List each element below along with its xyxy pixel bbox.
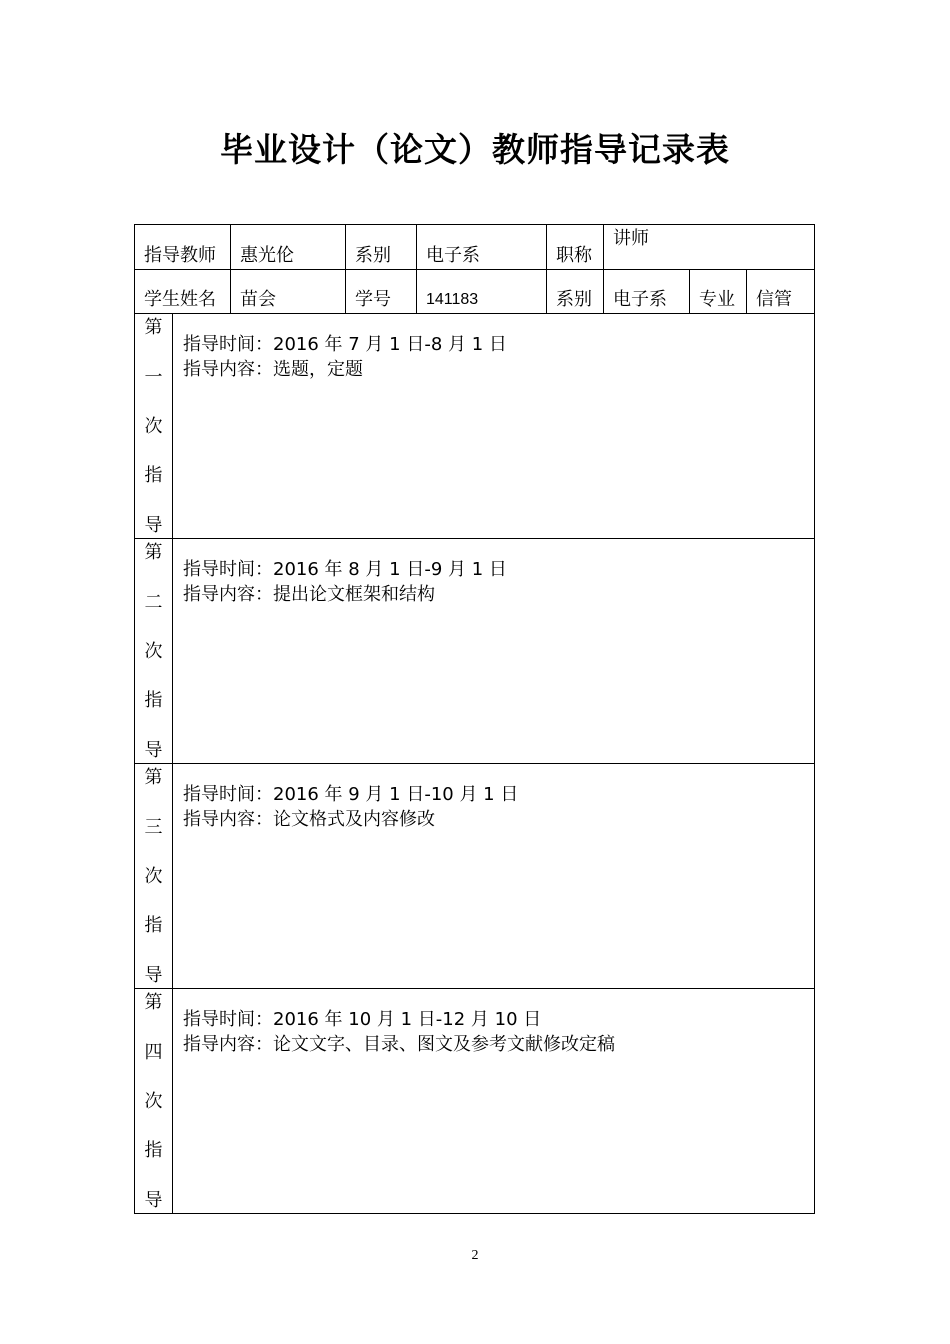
guidance-time: 指导时间：2016 年 8 月 1 日-9 月 1 日	[183, 559, 507, 580]
session-label-cell	[134, 313, 173, 539]
major-value-cell	[746, 269, 815, 314]
dept-label: 系别	[355, 245, 391, 266]
guidance-content: 指导内容：论文格式及内容修改	[183, 809, 435, 830]
session-notes	[183, 332, 507, 382]
session-label-char: 四	[144, 1042, 163, 1063]
major-value: 信管	[756, 289, 792, 310]
session-notes	[183, 557, 507, 607]
major-label: 专业	[699, 289, 735, 310]
guidance-time: 指导时间：2016 年 10 月 1 日-12 月 10 日	[183, 1009, 542, 1030]
student-dept-value: 电子系	[613, 289, 667, 310]
session-label-char: 次	[144, 416, 163, 437]
session-label-char: 指	[144, 1140, 163, 1161]
session-label-char: 指	[144, 465, 163, 486]
session-label-char: 二	[144, 592, 163, 613]
student-label-cell	[134, 269, 231, 314]
student-id-label: 学号	[355, 289, 391, 310]
guidance-content: 指导内容：论文文字、目录、图文及参考文献修改定稿	[183, 1034, 615, 1055]
dept-value: 电子系	[426, 245, 480, 266]
session-label-cell	[134, 763, 173, 989]
session-label-cell	[134, 988, 173, 1214]
session-label-char: 导	[144, 740, 163, 761]
advisor-value-cell	[230, 224, 346, 270]
session-label-cell	[134, 538, 173, 764]
rank-label: 职称	[556, 245, 592, 266]
session-label-char: 第	[144, 317, 163, 338]
session-label-char: 导	[144, 1190, 163, 1211]
session-content-cell	[172, 988, 815, 1214]
rank-value: 讲师	[613, 228, 649, 249]
guidance-content: 指导内容：选题，定题	[183, 359, 363, 380]
session-notes	[183, 782, 518, 832]
rank-label-cell	[546, 224, 604, 270]
student-name: 苗会	[240, 289, 276, 310]
dept-label-cell	[345, 224, 417, 270]
session-label-char: 第	[144, 992, 163, 1013]
guidance-time: 指导时间：2016 年 7 月 1 日-8 月 1 日	[183, 334, 507, 355]
advisor-label: 指导教师	[144, 245, 216, 266]
dept-value-cell	[416, 224, 547, 270]
session-label-char: 导	[144, 965, 163, 986]
session-label-char: 次	[144, 866, 163, 887]
session-notes	[183, 1007, 615, 1057]
rank-value-cell	[603, 224, 815, 270]
student-value-cell	[230, 269, 346, 314]
session-label-char: 三	[144, 817, 163, 838]
session-label-char: 次	[144, 641, 163, 662]
session-label-char: 一	[144, 367, 163, 388]
major-label-cell	[689, 269, 747, 314]
session-label-char: 导	[144, 515, 163, 536]
advisor-name: 惠光伦	[240, 245, 294, 266]
page-title: 毕业设计（论文）教师指导记录表	[220, 130, 730, 169]
dept2-label-cell	[546, 269, 604, 314]
id-value-cell	[416, 269, 547, 314]
advisor-label-cell	[134, 224, 231, 270]
session-label-char: 指	[144, 690, 163, 711]
id-label-cell	[345, 269, 417, 314]
session-label-char: 第	[144, 542, 163, 563]
page-number: 2	[471, 1248, 479, 1263]
guidance-time: 指导时间：2016 年 9 月 1 日-10 月 1 日	[183, 784, 519, 805]
student-label: 学生姓名	[144, 289, 216, 310]
dept2-value-cell	[603, 269, 690, 314]
session-content-cell	[172, 313, 815, 539]
session-content-cell	[172, 763, 815, 989]
student-id-value: 141183	[426, 291, 479, 308]
session-content-cell	[172, 538, 815, 764]
session-label-char: 次	[144, 1091, 163, 1112]
student-dept-label: 系别	[556, 289, 592, 310]
session-label-char: 指	[144, 915, 163, 936]
session-label-char: 第	[144, 767, 163, 788]
guidance-content: 指导内容：提出论文框架和结构	[183, 584, 435, 605]
